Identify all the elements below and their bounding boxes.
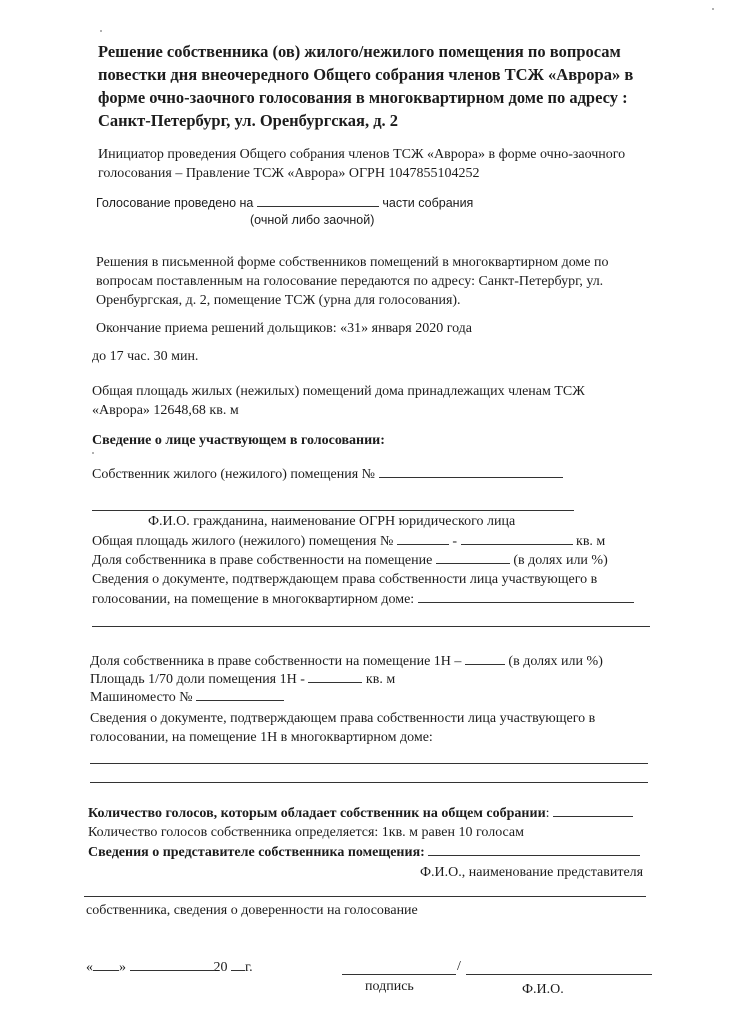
fio-caption: Ф.И.О. гражданина, наименование ОГРН юридического лица	[148, 514, 516, 529]
date-open-quote: «	[86, 960, 93, 975]
room1h-doc-field[interactable]	[90, 763, 648, 764]
owner-line	[92, 465, 563, 485]
votes-rule: Количество голосов собственника определяется: 1кв. м равен 10 голосам	[88, 825, 524, 840]
ownership-doc-field-extra[interactable]	[92, 626, 650, 627]
room1h-share-unit: (в долях или %)	[508, 654, 603, 669]
share-unit: (в долях или %)	[513, 553, 608, 568]
voting-hint: (очной либо заочной)	[250, 213, 375, 227]
signature-date	[86, 958, 253, 978]
room-area-dash: -	[452, 534, 458, 549]
parking-line	[90, 688, 284, 708]
date-year-suffix: г.	[245, 960, 253, 975]
room1h-share-label: Доля собственника в праве собственности на помещение 1Н –	[90, 654, 462, 669]
ownership-doc-line1: Сведения о документе, подтверждающем права собственности лица участвующего в	[92, 572, 598, 587]
share-label: Доля собственника в праве собственности на помещение	[92, 553, 433, 568]
votes-count-label: Количество голосов, которым обладает собственник на общем собрании	[88, 806, 546, 821]
owner-label: Собственник жилого (нежилого) помещения №	[92, 467, 376, 482]
participant-heading: Сведение о лице участвующем в голосовании:	[92, 433, 385, 448]
representative-proxy-field[interactable]	[84, 896, 646, 897]
date-day-field[interactable]	[93, 958, 119, 971]
votes-count-field[interactable]	[553, 804, 633, 817]
representative-label: Сведения о представителе собственника помещения:	[88, 845, 425, 860]
document-title: Решение собственника (ов) жилого/нежилого помещения по вопросам повестки дня внеочередного Общего собрания членов ТСЖ «Аврора» в форме очно-заочного голосования в многоквартирном доме по адресу : Санкт-Петербург, ул. Оренбургская, д. 2	[98, 42, 634, 130]
scan-speck	[712, 8, 714, 10]
room-area-unit: кв. м	[576, 534, 606, 549]
room1h-area-unit: кв. м	[365, 672, 396, 687]
room1h-doc-line2: голосовании, на помещение 1Н в многоквартирном доме:	[90, 730, 433, 745]
share-line	[92, 551, 608, 571]
room1h-area-field[interactable]	[308, 670, 362, 683]
parking-label: Машиноместо №	[90, 690, 193, 705]
voting-line	[96, 194, 473, 212]
date-month-field[interactable]	[130, 958, 214, 971]
representative-line	[88, 843, 640, 863]
decisions-text: Решения в письменной форме собственников помещений в многоквартирном доме по вопросам поставленным на голосование передаются по адресу: Санкт-Петербург, ул. Оренбургская, д. 2, помещение ТСЖ (урна для голосования).	[96, 255, 609, 308]
room1h-doc-field-extra[interactable]	[90, 782, 648, 783]
voting-suffix: части собрания	[382, 196, 474, 210]
signature-field[interactable]	[342, 974, 456, 975]
parking-number-field[interactable]	[196, 688, 284, 701]
initiator-text: Инициатор проведения Общего собрания членов ТСЖ «Аврора» в форме очно-заочного голосования – Правление ТСЖ «Аврора» ОГРН 1047855104252	[98, 147, 626, 181]
voting-prefix: Голосование проведено на	[96, 196, 254, 210]
signature-fio-field[interactable]	[466, 974, 652, 975]
room-number-field[interactable]	[397, 532, 449, 545]
signature-caption: подпись	[365, 979, 414, 994]
room1h-area-label: Площадь 1/70 доли помещения 1Н -	[90, 672, 305, 687]
deadline-time: до 17 час. 30 мин.	[92, 349, 199, 364]
date-year-field[interactable]	[231, 958, 245, 971]
date-close-quote: »	[119, 960, 126, 975]
room-area-label: Общая площадь жилого (нежилого) помещения №	[92, 534, 394, 549]
room1h-share-line	[90, 652, 603, 672]
room1h-doc-line1: Сведения о документе, подтверждающем права собственности лица участвующего в	[90, 711, 596, 726]
voting-type-field[interactable]	[257, 194, 379, 207]
owner-fio-field[interactable]	[92, 510, 574, 511]
owner-room-field[interactable]	[379, 465, 563, 478]
share-field[interactable]	[436, 551, 510, 564]
deadline-date: Окончание приема решений дольщиков: «31» января 2020 года	[96, 321, 473, 336]
representative-caption-2: собственника, сведения о доверенности на голосование	[86, 903, 418, 918]
ownership-doc-line2	[92, 590, 634, 610]
signature-fio-caption: Ф.И.О.	[522, 982, 564, 997]
votes-count-colon: :	[545, 806, 550, 821]
votes-count-line	[88, 804, 633, 824]
representative-field[interactable]	[428, 843, 640, 856]
scan-speck	[100, 30, 102, 32]
room1h-share-field[interactable]	[465, 652, 505, 665]
ownership-doc-field[interactable]	[418, 590, 634, 603]
room-area-field[interactable]	[461, 532, 573, 545]
room1h-area-line	[90, 670, 395, 690]
representative-caption: Ф.И.О., наименование представителя	[420, 865, 644, 880]
signature-slash: /	[457, 959, 461, 974]
ownership-doc-label: голосовании, на помещение в многоквартирном доме:	[92, 592, 415, 607]
scan-speck	[92, 452, 94, 454]
room-area-line	[92, 532, 605, 552]
total-area-text: Общая площадь жилых (нежилых) помещений дома принадлежащих членам ТСЖ «Аврора» 12648,68 кв. м	[92, 384, 585, 418]
date-year-prefix: 20	[213, 960, 228, 975]
